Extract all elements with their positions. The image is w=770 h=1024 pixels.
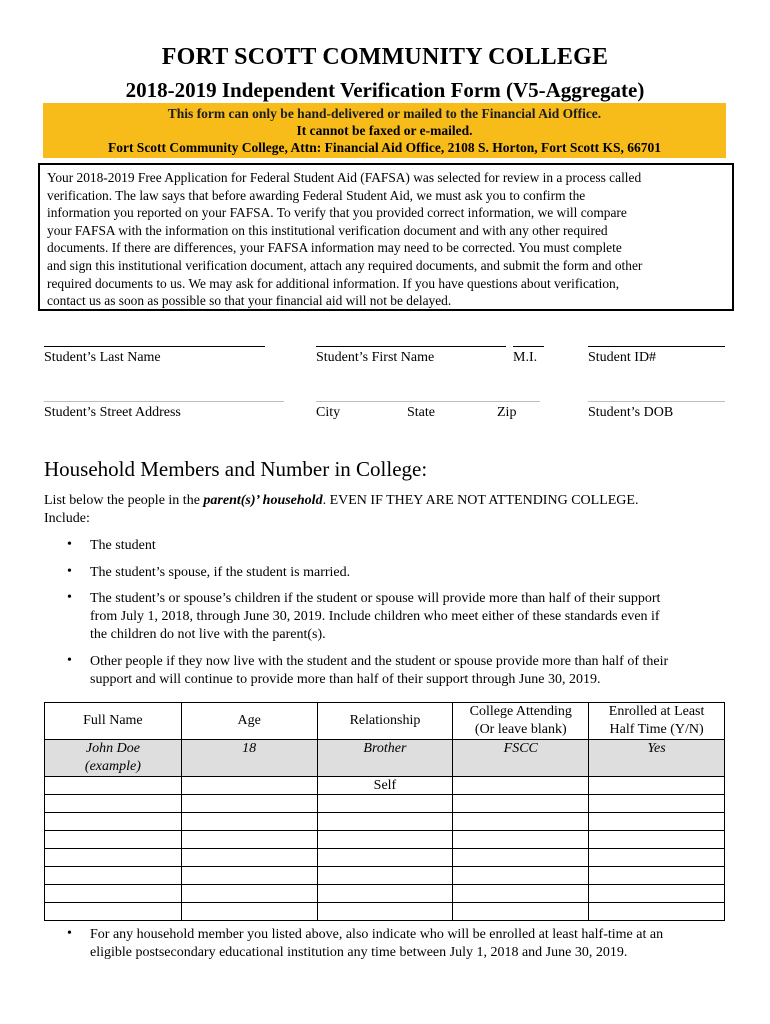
middle-initial-label: M.I. [513,350,538,365]
college-title: FORT SCOTT COMMUNITY COLLEGE [161,44,609,70]
enrollment-note-line-2: eligible postsecondary educational institution any time between July 1, 2018 and June 30, 2019. [90,945,628,960]
table-row[interactable] [45,813,725,831]
cell-enrolled[interactable] [589,795,725,813]
street-address-field[interactable] [44,401,284,402]
bullet-line: support and will continue to provide more than half of their support through June 30, 2019. [90,672,601,687]
table-row[interactable] [45,831,725,849]
cell-name[interactable] [45,885,182,903]
cell-relationship[interactable]: Self [317,777,453,795]
cell-age[interactable] [181,867,317,885]
cell-relationship[interactable] [317,885,453,903]
intro-line: verification. The law says that before awarding Federal Student Aid, we must ask you to confirm the [47,187,586,203]
first-name-label: Student’s First Name [316,350,435,365]
cell-age[interactable] [181,777,317,795]
cell-college[interactable] [453,903,589,921]
cell-college[interactable] [453,867,589,885]
enrollment-note [90,926,730,962]
state-label: State [407,405,435,420]
last-name-field[interactable] [44,346,265,347]
cell-college[interactable] [453,777,589,795]
cell-name[interactable] [45,795,182,813]
street-address-label: Student’s Street Address [44,405,181,420]
cell-college[interactable] [453,813,589,831]
instructions-emphasis: parent(s)’ household [203,493,323,508]
household-heading: Household Members and Number in College: [44,457,428,481]
header-enrolled [589,703,725,740]
header-college-line-1: College Attending [469,704,572,719]
intro-line: your FAFSA with the information on this institutional verification document and with any other required [47,222,608,238]
bullet-icon: • [67,564,72,579]
header-enrolled-line-2: Half Time (Y/N) [609,722,704,737]
bullet-line: Other people if they now live with the student and the student or spouse provide more than half of their [90,654,669,669]
bullet-item-other [90,653,730,689]
cell-college[interactable] [453,795,589,813]
cell-age[interactable] [181,849,317,867]
cell-enrolled[interactable] [589,903,725,921]
bullet-item: The student’s spouse, if the student is married. [90,565,351,580]
cell-age[interactable] [181,831,317,849]
cell-enrolled[interactable] [589,885,725,903]
example-relationship: Brother [317,740,453,777]
header-college [453,703,589,740]
cell-name[interactable] [45,831,182,849]
bullet-item-children [90,590,730,644]
header-full-name: Full Name [45,703,182,740]
cell-name[interactable] [45,777,182,795]
cell-name[interactable] [45,903,182,921]
instructions-text-a: List below the people in the [44,493,204,508]
cell-enrolled[interactable] [589,867,725,885]
example-name-line-2: (example) [84,759,141,774]
bullet-line: the children do not live with the parent(s). [90,627,326,642]
cell-relationship[interactable] [317,903,453,921]
cell-enrolled[interactable] [589,813,725,831]
cell-name[interactable] [45,867,182,885]
intro-line: information you reported on your FAFSA. To verify that you provided correct information, we will compare [47,205,627,221]
example-name [45,740,182,777]
header-enrolled-line-1: Enrolled at Least [608,704,705,719]
bullet-icon: • [67,590,72,605]
table-row[interactable] [45,795,725,813]
form-title: 2018-2019 Independent Verification Form (V5-Aggregate) [125,78,645,102]
table-row[interactable] [45,849,725,867]
intro-line: required documents to us. We may ask for additional information. If you have questions about verification, [47,275,620,291]
cell-name[interactable] [45,813,182,831]
instructions-text-c: Include: [44,511,90,526]
cell-relationship[interactable] [317,813,453,831]
cell-relationship[interactable] [317,795,453,813]
bullet-icon: • [67,653,72,668]
table-row[interactable] [45,777,725,795]
cell-name[interactable] [45,849,182,867]
first-name-field[interactable] [316,346,506,347]
cell-relationship[interactable] [317,849,453,867]
enrollment-note-line-1: For any household member you listed above, also indicate who will be enrolled at least half-time at an [90,927,664,942]
example-college: FSCC [453,740,589,777]
banner-line-3: Fort Scott Community College, Attn: Financial Aid Office, 2108 S. Horton, Fort Scott KS, 66701 [107,140,662,155]
student-id-label: Student ID# [588,350,657,365]
household-instructions [44,492,734,528]
bullet-icon: • [67,926,72,941]
table-row[interactable] [45,903,725,921]
example-name-line-1: John Doe [85,741,140,756]
intro-line: and sign this institutional verification document, attach any required documents, and submit the form and other [47,257,643,273]
cell-age[interactable] [181,903,317,921]
example-row [45,740,725,777]
cell-college[interactable] [453,831,589,849]
header-age: Age [181,703,317,740]
bullet-icon: • [67,537,72,552]
dob-field[interactable] [588,401,725,402]
cell-age[interactable] [181,813,317,831]
intro-line: contact us as soon as possible so that your financial aid will not be delayed. [47,293,452,309]
header-relationship: Relationship [317,703,453,740]
instructions-text-b: . EVEN IF THEY ARE NOT ATTENDING COLLEGE. [322,493,639,508]
table-row[interactable] [45,867,725,885]
cell-relationship[interactable] [317,867,453,885]
cell-age[interactable] [181,795,317,813]
cell-age[interactable] [181,885,317,903]
intro-line: documents. If there are differences, your FAFSA information may need to be corrected. You must complete [47,240,622,256]
bullet-line: The student’s or spouse’s children if the student or spouse will provide more than half of their support [90,591,661,606]
cell-enrolled[interactable] [589,849,725,867]
submission-notice-banner [43,103,726,158]
zip-label: Zip [497,405,517,420]
student-id-field[interactable] [588,346,725,347]
example-enrolled: Yes [589,740,725,777]
banner-line-1: This form can only be hand-delivered or mailed to the Financial Aid Office. [167,106,602,121]
last-name-label: Student’s Last Name [44,350,161,365]
intro-line: Your 2018-2019 Free Application for Federal Student Aid (FAFSA) was selected for review in a process called [47,170,642,185]
verification-intro-box [38,163,734,311]
middle-initial-field[interactable] [513,346,544,347]
city-state-zip-field[interactable] [316,401,540,402]
city-label: City [316,405,341,420]
cell-enrolled[interactable] [589,831,725,849]
table-header-row [45,703,725,740]
cell-relationship[interactable] [317,831,453,849]
household-members-table [44,702,725,921]
bullet-item: The student [90,538,156,553]
cell-enrolled[interactable] [589,777,725,795]
dob-label: Student’s DOB [588,405,674,420]
header-college-line-2: (Or leave blank) [474,722,567,737]
bullet-line: from July 1, 2018, through June 30, 2019. Include children who meet either of these standards even if [90,609,660,624]
banner-line-2: It cannot be faxed or e-mailed. [296,123,473,138]
example-age: 18 [181,740,317,777]
table-row[interactable] [45,885,725,903]
cell-college[interactable] [453,849,589,867]
cell-college[interactable] [453,885,589,903]
